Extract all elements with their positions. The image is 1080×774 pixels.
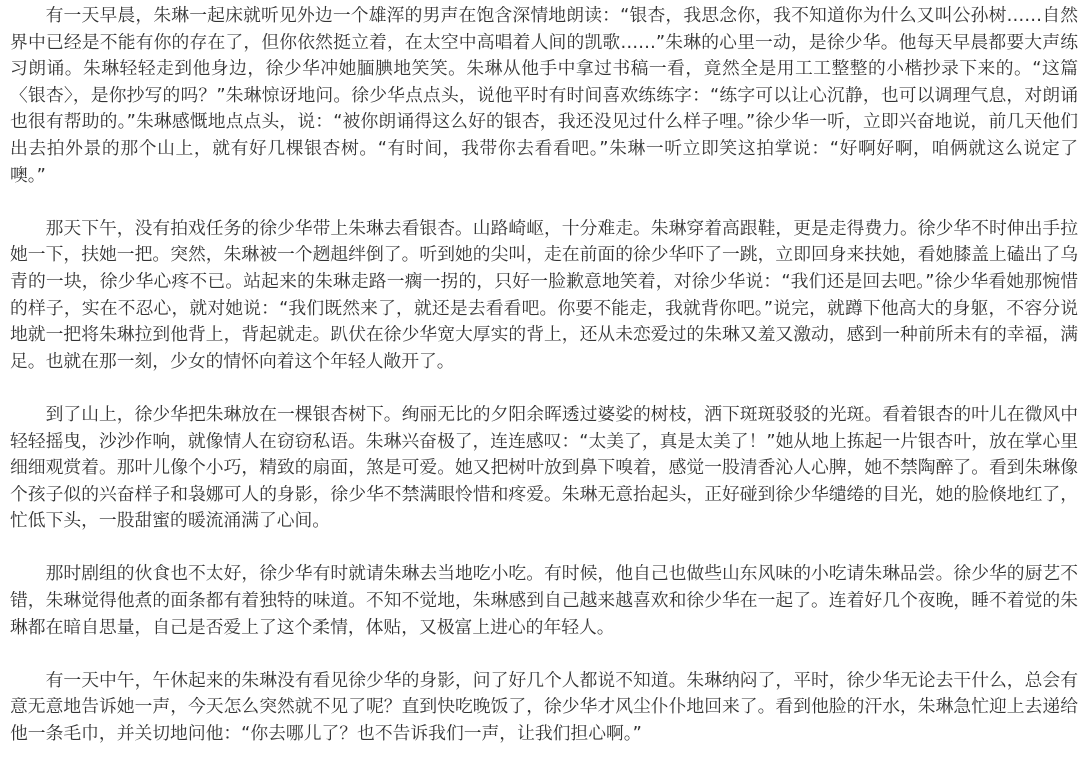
paragraph-3: 到了山上，徐少华把朱琳放在一棵银杏树下。绚丽无比的夕阳余晖透过婆娑的树枝，洒下斑斑驳驳的光斑。看着银杏的叶儿在微风中轻轻摇曳，沙沙作响，就像情人在窃窃私语。朱琳兴奋极了，连连感叹：“太美了，真是太美了！”她从地上拣起一片银杏叶，放在掌心里细细观赏着。那叶儿像个小巧，精致的扇面，煞是可爱。她又把树叶放到鼻下嗅着，感觉一股清香沁人心脾，她不禁陶醉了。看到朱琳像个孩子似的兴奋样子和袅娜可人的身影，徐少华不禁满眼怜惜和疼爱。朱琳无意抬起头，正好碰到徐少华缱绻的目光，她的脸倏地红了，忙低下头，一股甜蜜的暖流涌满了心间。 (10, 403, 1078, 532)
paragraph-4: 那时剧组的伙食也不太好，徐少华有时就请朱琳去当地吃小吃。有时候，他自己也做些山东风味的小吃请朱琳品尝。徐少华的厨艺不错，朱琳觉得他煮的面条都有着独特的味道。不知不觉地，朱琳感到自己越来越喜欢和徐少华在一起了。连着好几个夜晚，睡不着觉的朱琳都在暗自思量，自己是否爱上了这个柔情，体贴，又极富上进心的年轻人。 (10, 563, 1078, 638)
paragraph-2: 那天下午，没有拍戏任务的徐少华带上朱琳去看银杏。山路崎岖，十分难走。朱琳穿着高跟鞋，更是走得费力。徐少华不时伸出手拉她一下，扶她一把。突然，朱琳被一个趔趄绊倒了。听到她的尖叫，走在前面的徐少华吓了一跳，立即回身来扶她，看她膝盖上磕出了乌青的一块，徐少华心疼不已。站起来的朱琳走路一瘸一拐的，只好一脸歉意地笑着，对徐少华说：“我们还是回去吧。”徐少华看她那惋惜的样子，实在不忍心，就对她说：“我们既然来了，就还是去看看吧。你要不能走，我就背你吧。”说完，就蹲下他高大的身躯，不容分说地就一把将朱琳拉到他背上，背起就走。趴伏在徐少华宽大厚实的背上，还从未恋爱过的朱琳又羞又激动，感到一种前所未有的幸福，满足。也就在那一刻，少女的情怀向着这个年轻人敞开了。 (10, 217, 1078, 372)
article-body (10, 3, 1078, 774)
paragraph-1: 有一天早晨，朱琳一起床就听见外边一个雄浑的男声在饱含深情地朗读：“银杏，我思念你，我不知道你为什么又叫公孙树……自然界中已经是不能有你的存在了，但你依然挺立着，在太空中高唱着人间的凯歌……”朱琳的心里一动，是徐少华。他每天早晨都要大声练习朗诵。朱琳轻轻走到他身边，徐少华冲她腼腆地笑笑。朱琳从他手中拿过书稿一看，竟然全是用工工整整的小楷抄录下来的。“这篇〈银杏〉，是你抄写的吗？”朱琳惊讶地问。徐少华点点头，说他平时有时间喜欢练练字：“练字可以让心沉静，也可以调理气息，对朗诵也很有帮助的。”朱琳感慨地点点头，说：“被你朗诵得这么好的银杏，我还没见过什么样子哩。”徐少华一听，立即兴奋地说，前几天他们出去拍外景的那个山上，就有好几棵银杏树。“有时间，我带你去看看吧。”朱琳一听立即笑这拍掌说：“好啊好啊，咱俩就这么说定了噢。” (10, 5, 1078, 186)
paragraph-5: 有一天中午，午休起来的朱琳没有看见徐少华的身影，问了好几个人都说不知道。朱琳纳闷了，平时，徐少华无论去干什么，总会有意无意地告诉她一声，今天怎么突然就不见了呢？直到快吃晚饭了，徐少华才风尘仆仆地回来了。看到他脸的汗水，朱琳急忙迎上去递给他一条毛巾，并关切地问他：“你去哪儿了？也不告诉我们一声，让我们担心啊。” (10, 669, 1078, 745)
